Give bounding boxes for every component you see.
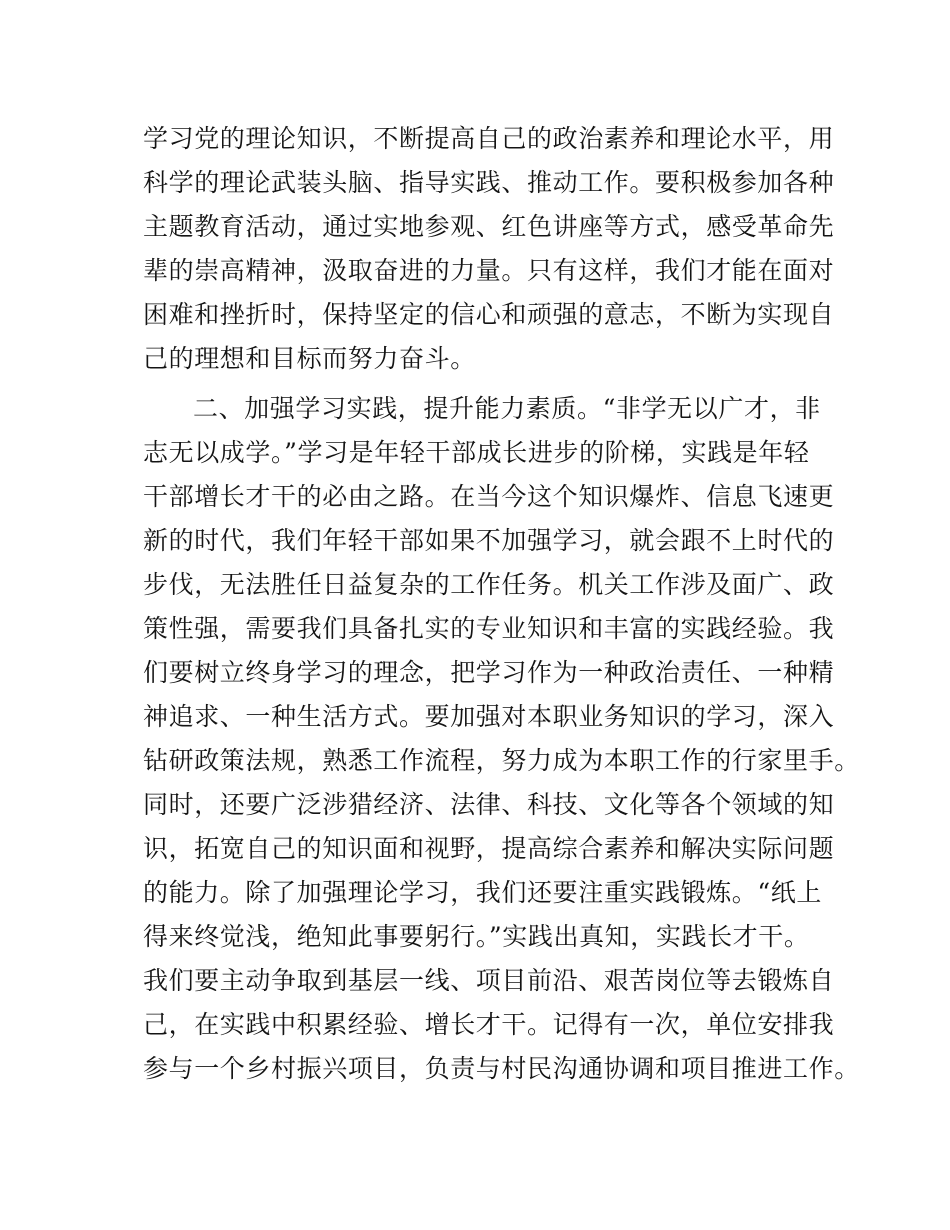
text-line: 的能力。除了加强理论学习，我们还要注重实践锻炼。“纸上 — [143, 878, 822, 907]
text-line: 识，拓宽自己的知识面和视野，提高综合素养和解决实际问题 — [143, 834, 835, 863]
text-line: 困难和挫折时，保持坚定的信心和顽强的意志，不断为实现自 — [143, 300, 835, 329]
text-line: 我们要主动争取到基层一线、项目前沿、艰苦岗位等去锻炼自 — [143, 966, 835, 995]
text-line: 得来终觉浅，绝知此事要躬行。”实践出真知，实践长才干。 — [143, 922, 810, 951]
text-line: 钻研政策法规，熟悉工作流程，努力成为本职工作的行家里手。 — [143, 746, 860, 775]
text-line: 同时，还要广泛涉猎经济、法律、科技、文化等各个领域的知 — [143, 790, 835, 819]
section-heading-line: 二、加强学习实践，提升能力素质。“非学无以广才，非 — [193, 394, 821, 423]
text-line: 己的理想和目标而努力奋斗。 — [143, 344, 476, 373]
text-line: 参与一个乡村振兴项目，负责与村民沟通协调和项目推进工作。 — [143, 1054, 860, 1083]
text-line: 学习党的理论知识，不断提高自己的政治素养和理论水平，用 — [143, 124, 835, 153]
paragraph-1 — [143, 117, 835, 381]
text-line: 己，在实践中积累经验、增长才干。记得有一次，单位安排我 — [143, 1010, 835, 1039]
text-line: 们要树立终身学习的理念，把学习作为一种政治责任、一种精 — [143, 658, 835, 687]
paragraph-2 — [143, 387, 860, 1091]
document-body — [143, 117, 860, 1091]
text-line: 神追求、一种生活方式。要加强对本职业务知识的学习，深入 — [143, 702, 835, 731]
text-line: 科学的理论武装头脑、指导实践、推动工作。要积极参加各种 — [143, 168, 835, 197]
text-line: 志无以成学。”学习是年轻干部成长进步的阶梯，实践是年轻 — [143, 438, 810, 467]
text-line: 主题教育活动，通过实地参观、红色讲座等方式，感受革命先 — [143, 212, 835, 241]
text-line: 干部增长才干的必由之路。在当今这个知识爆炸、信息飞速更 — [143, 482, 835, 511]
text-line: 新的时代，我们年轻干部如果不加强学习，就会跟不上时代的 — [143, 526, 835, 555]
text-line: 策性强，需要我们具备扎实的专业知识和丰富的实践经验。我 — [143, 614, 835, 643]
text-line: 步伐，无法胜任日益复杂的工作任务。机关工作涉及面广、政 — [143, 570, 835, 599]
text-line: 辈的崇高精神，汲取奋进的力量。只有这样，我们才能在面对 — [143, 256, 835, 285]
